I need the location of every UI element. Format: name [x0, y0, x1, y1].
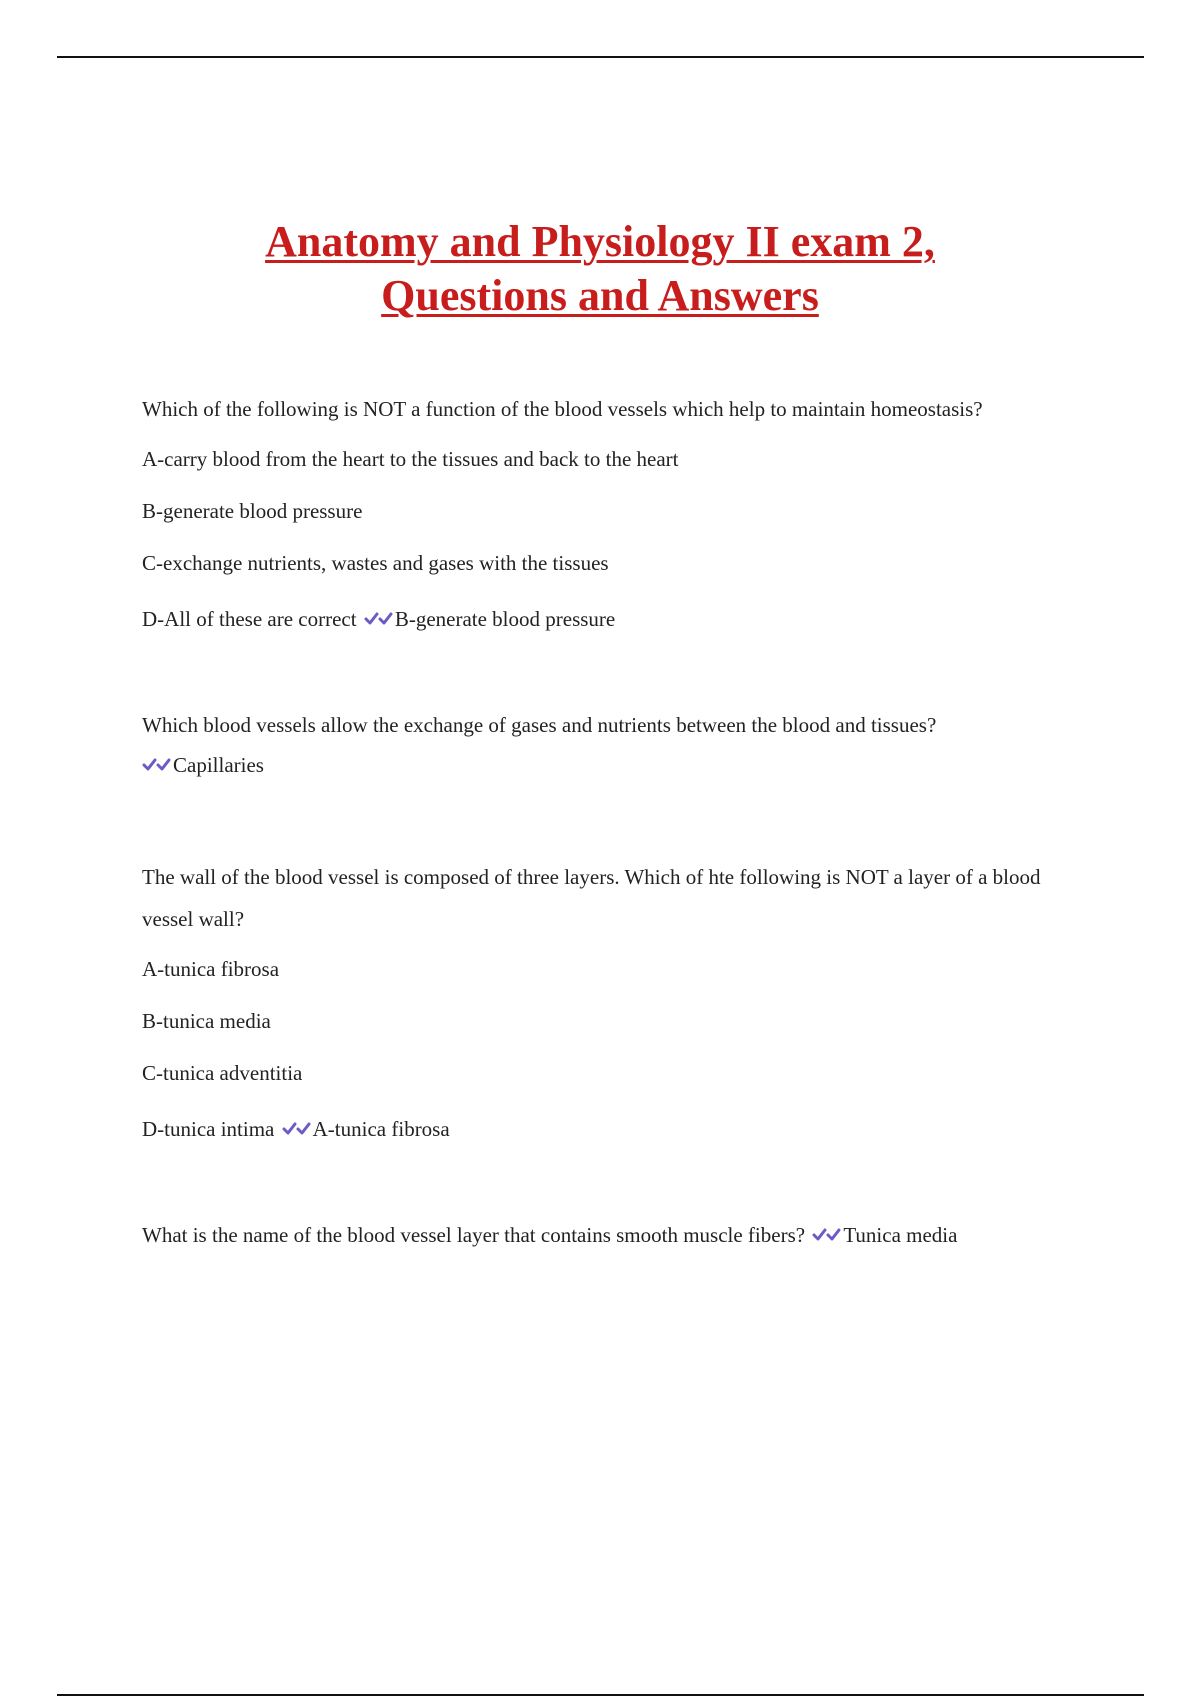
bottom-rule	[57, 1694, 1144, 1696]
correct-answer: Tunica media	[843, 1223, 958, 1247]
double-check-icon	[812, 1224, 842, 1246]
question-block	[142, 1214, 1062, 1256]
qa-content	[142, 388, 1062, 1256]
answer-option: D-tunica intima	[142, 1117, 275, 1141]
top-rule	[57, 56, 1144, 58]
correct-answer: A-tunica fibrosa	[312, 1117, 450, 1141]
title-line-2: Questions and Answers	[381, 271, 819, 320]
double-check-icon	[364, 608, 394, 630]
answer-option: C-tunica adventitia	[142, 1061, 303, 1085]
answer-option: A-tunica fibrosa	[142, 957, 280, 981]
answer-option: B-generate blood pressure	[142, 499, 363, 523]
correct-answer: B-generate blood pressure	[394, 607, 616, 631]
answer-option: A-carry blood from the heart to the tissues and back to the heart	[142, 447, 679, 471]
document-title	[0, 215, 1200, 323]
title-line-1: Anatomy and Physiology II exam 2,	[265, 217, 935, 266]
question-prompt: The wall of the blood vessel is composed of three layers. Which of hte following is NOT a layer of a blood vessel wall?	[142, 865, 1041, 931]
answer-option: D-All of these are correct	[142, 607, 357, 631]
correct-answer: Capillaries	[173, 753, 264, 777]
answer-option: C-exchange nutrients, wastes and gases with the tissues	[142, 551, 609, 575]
answer-line	[142, 1114, 1062, 1144]
double-check-icon	[282, 1118, 312, 1140]
answer-line	[142, 604, 1062, 634]
question-block	[142, 388, 1062, 634]
answer-line	[142, 1214, 1062, 1256]
question-block	[142, 856, 1062, 1144]
question-prompt: What is the name of the blood vessel layer that contains smooth muscle fibers?	[142, 1223, 806, 1247]
question-block	[142, 704, 1062, 780]
answer-line	[142, 750, 1062, 780]
question-prompt: Which of the following is NOT a function of the blood vessels which help to maintain homeostasis?	[142, 397, 983, 421]
double-check-icon	[142, 754, 172, 776]
answer-option: B-tunica media	[142, 1009, 271, 1033]
question-prompt: Which blood vessels allow the exchange of gases and nutrients between the blood and tissues?	[142, 713, 937, 737]
